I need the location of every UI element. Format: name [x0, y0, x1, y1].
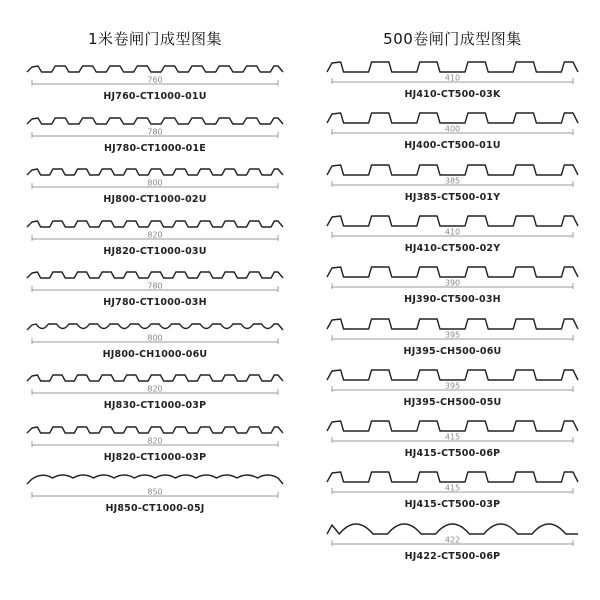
profile-item — [20, 163, 290, 207]
profile-drawing — [320, 161, 585, 195]
profile-outline — [327, 267, 578, 277]
profile-outline — [27, 221, 283, 227]
dimension-label: 400 — [444, 124, 461, 134]
profile-outline — [327, 370, 578, 380]
profile-drawing — [320, 417, 585, 451]
profile-code: HJ780-CT1000-01E — [103, 142, 206, 154]
profile-drawing — [20, 266, 290, 300]
profile-item — [20, 60, 290, 104]
profile-code: HJ400-CT500-01U — [404, 140, 501, 152]
dimension-label: 800 — [147, 178, 163, 188]
dimension-label: 390 — [444, 278, 461, 288]
profile-drawing — [320, 520, 585, 554]
profile-outline — [27, 427, 283, 433]
profile-outline — [327, 421, 578, 431]
left-column-title: 1米卷闸门成型图集 — [87, 30, 223, 48]
profile-outline — [27, 375, 283, 381]
profile-code: HJ395-CH500-05U — [403, 396, 502, 408]
profile-drawing — [20, 472, 290, 506]
dimension-label: 820 — [147, 384, 163, 394]
dimension-label: 780 — [147, 127, 163, 136]
profile-outline — [327, 319, 578, 329]
profile-code: HJ410-CT500-03K — [404, 89, 501, 100]
dimension-label: 850 — [147, 487, 163, 497]
profile-drawing — [320, 109, 585, 143]
profile-drawing — [20, 369, 290, 403]
profile-item — [20, 266, 290, 310]
profile-code: HJ410-CT500-02Y — [404, 242, 501, 254]
profile-item — [320, 417, 585, 461]
profile-item — [20, 318, 290, 362]
profile-code: HJ422-CT500-06P — [404, 550, 501, 562]
profile-code: HJ395-CH500-06U — [403, 345, 502, 357]
profile-code: HJ830-CT1000-03P — [103, 400, 207, 411]
dimension-label: 422 — [444, 535, 461, 545]
dimension-label: 820 — [147, 230, 163, 239]
profile-code: HJ415-CT500-06P — [404, 448, 501, 460]
profile-code: HJ800-CT1000-02U — [103, 194, 207, 205]
profile-item — [20, 472, 290, 516]
dimension-label: 415 — [444, 483, 461, 493]
profile-drawing — [320, 212, 585, 246]
dimension-label: 760 — [147, 75, 163, 85]
profile-drawing — [320, 468, 585, 502]
profile-drawing — [320, 263, 585, 297]
profile-code: HJ800-CH1000-06U — [102, 348, 208, 360]
profile-item — [20, 215, 290, 259]
profile-code: HJ415-CT500-03P — [404, 499, 501, 511]
profile-code: HJ850-CT1000-05J — [105, 503, 205, 514]
dimension-label: 395 — [444, 381, 461, 391]
dimension-label: 395 — [444, 330, 461, 339]
profile-code: HJ385-CT500-01Y — [404, 191, 501, 203]
dimension-label: 385 — [444, 176, 461, 186]
profile-code: HJ780-CT1000-03H — [103, 297, 207, 308]
profile-outline — [27, 118, 283, 124]
dimension-label: 415 — [444, 432, 461, 442]
profile-drawing — [20, 215, 290, 249]
profile-item — [320, 212, 585, 256]
profile-item — [20, 369, 290, 413]
profile-item — [320, 468, 585, 512]
profile-outline — [327, 524, 578, 534]
profile-item — [320, 109, 585, 153]
profile-drawing — [20, 112, 290, 146]
profile-outline — [27, 324, 283, 330]
profile-outline — [27, 475, 283, 484]
profile-drawing — [320, 58, 585, 92]
profile-outline — [327, 113, 578, 123]
profile-code: HJ820-CT1000-03P — [103, 451, 207, 463]
profile-outline — [327, 472, 578, 482]
profile-item — [320, 366, 585, 410]
dimension-label: 780 — [147, 281, 163, 291]
profile-item — [320, 520, 585, 564]
profile-code: HJ760-CT1000-01U — [103, 91, 207, 102]
profile-item — [320, 161, 585, 205]
profile-item — [20, 112, 290, 156]
right-column-title: 500卷闸门成型图集 — [383, 30, 522, 48]
dimension-label: 410 — [444, 73, 461, 83]
dimension-label: 410 — [444, 227, 461, 237]
profile-outline — [327, 165, 578, 175]
profile-drawing — [20, 163, 290, 197]
dimension-label: 820 — [147, 436, 163, 445]
dimension-label: 800 — [147, 333, 163, 342]
profile-drawing — [20, 421, 290, 455]
profile-item — [20, 421, 290, 465]
profile-outline — [327, 62, 578, 72]
profile-outline — [327, 216, 578, 226]
profile-outline — [27, 66, 283, 72]
profile-drawing — [20, 60, 290, 94]
profile-code: HJ820-CT1000-03U — [103, 245, 207, 257]
profile-drawing — [320, 315, 585, 349]
profile-outline — [27, 169, 283, 175]
profile-item — [320, 58, 585, 102]
profile-item — [320, 263, 585, 307]
profile-drawing — [20, 318, 290, 352]
profile-item — [320, 315, 585, 359]
profile-code: HJ390-CT500-03H — [404, 294, 501, 306]
profile-drawing — [320, 366, 585, 400]
profile-outline — [27, 272, 283, 278]
